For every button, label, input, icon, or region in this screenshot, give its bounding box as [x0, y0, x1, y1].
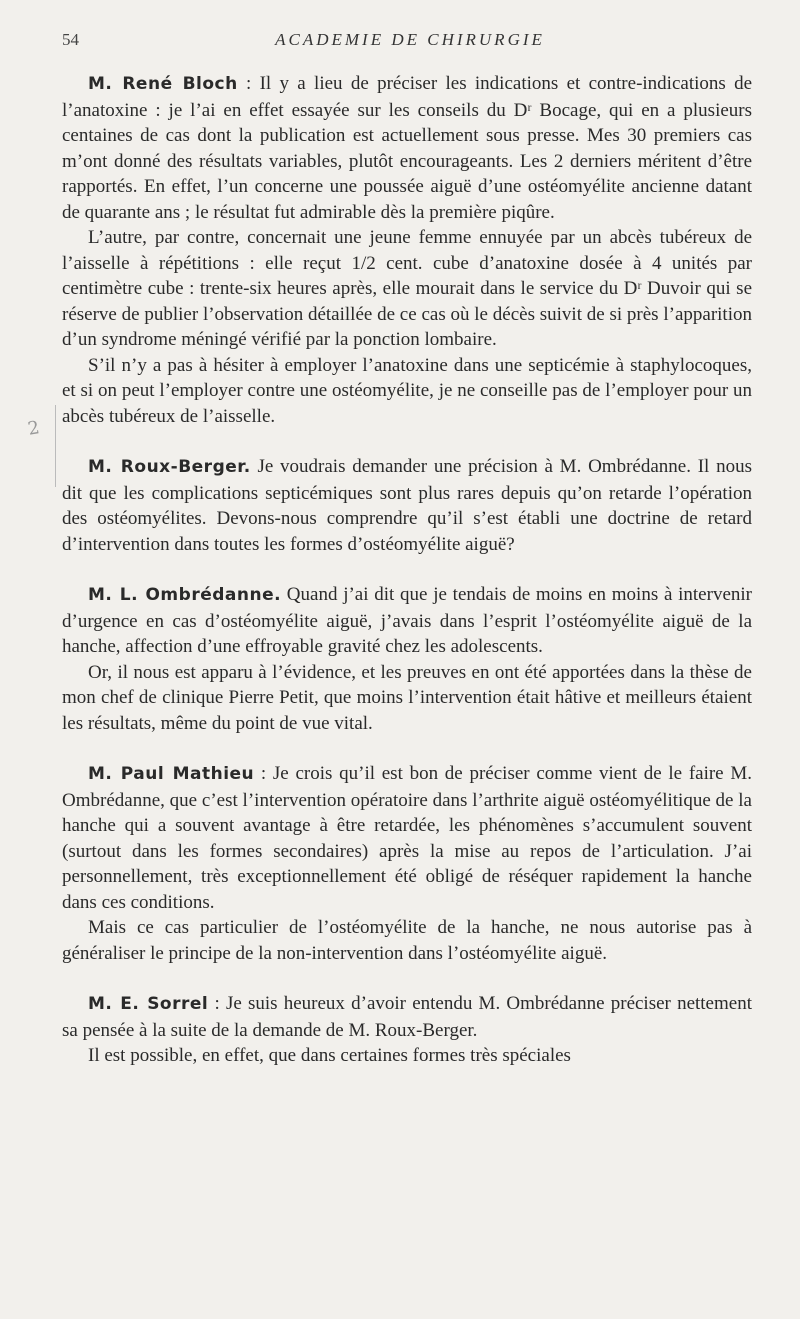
paragraph-sorrel: [62, 991, 752, 1043]
paragraph-text: Je voudrais demander une précision à M. Ombrédanne. Il nous dit que les complications septicémiques sont plus rares depuis qu’on retarde l’opération des ostéomyélites. Devons-nous comprendre qu’il s’est établi une doctrine de retard d’intervention dans toutes les formes d’ostéomyélite aiguë?: [62, 456, 752, 555]
paragraph: [62, 225, 752, 353]
paragraph-text: Quand j’ai dit que je tendais de moins en moins à intervenir d’urgence en cas d’ostéomyélite aiguë, j’avais dans l’esprit l’ostéomyélite aiguë de la hanche, affection d’une effroyable gravité chez les adolescents.: [62, 584, 752, 657]
paragraph-text: S’il n’y a pas à hésiter à employer l’anatoxine dans une septicémie à staphylocoques, et si on peut l’employer contre une ostéomyélite, je ne conseille pas de l’employer pour un abcès tubéreux de l’aisselle.: [62, 354, 752, 427]
paragraph-text: L’autre, par contre, concernait une jeune femme ennuyée par un abcès tubéreux de l’aisselle à répétitions : elle reçut 1/2 cent. cube d’anatoxine dosée à 4 unités par centimètre cube : trente-six heures après, elle mourait dans le service du Dʳ Duvoir qui se réserve de publier l’observation détaillée de ce cas où le décès suivit de si près l’apparition d’un syndrome méningé vérifié par la ponction lombaire.: [62, 227, 752, 350]
paragraph: [62, 915, 752, 966]
article-body: [62, 71, 752, 1069]
paragraph-text: Or, il nous est apparu à l’évidence, et les preuves en ont été apportées dans la thèse de mon chef de clinique Pierre Petit, que moins l’intervention était hâtive et meilleurs étaient les résultats, même du point de vue vital.: [62, 661, 752, 734]
running-title: ACADEMIE DE CHIRURGIE: [275, 30, 545, 49]
paragraph-mathieu: [62, 761, 752, 915]
speaker-name: M. Roux-Berger.: [88, 457, 251, 477]
paragraph: [62, 1043, 752, 1069]
margin-annotation: 2: [26, 417, 42, 440]
speaker-name: M. René Bloch: [88, 74, 238, 94]
paragraph: [62, 353, 752, 430]
paragraph-text: : Je crois qu’il est bon de préciser comme vient de le faire M. Ombrédanne, que c’est l’intervention opératoire dans l’arthrite aiguë ostéomyélitique de la hanche qui a souvent avantage à être retardée, les phénomènes s’accumulent souvent (surtout dans les formes secondaires) après la mise au repos de l’articulation. J’ai personnellement, très exceptionnellement été obligé de réséquer rapidement la hanche dans ces conditions.: [62, 763, 752, 913]
paragraph-text: : Il y a lieu de préciser les indications et contre-indications de l’anatoxine : je l’ai en effet essayée sur les conseils du Dʳ Bocage, qui en a plusieurs centaines de cas dont la publication est actuellement sous presse. Mes 30 premiers cas m’ont donné des résultats variables, plutôt encourageants. Les 2 derniers méritent d’être rapportés. En effet, l’un concerne une poussée aiguë d’une ostéomyélite ancienne datant de quarante ans ; le résultat fut admirable dès la première piqûre.: [62, 73, 753, 223]
page-header: [62, 30, 758, 56]
paragraph-ombredanne: [62, 582, 752, 660]
page-number: 54: [62, 30, 79, 49]
paragraph-text: Il est possible, en effet, que dans certaines formes très spéciales: [88, 1045, 571, 1066]
paragraph: [62, 660, 752, 737]
paragraph-bloch: [62, 71, 752, 225]
speaker-name: M. L. Ombrédanne.: [88, 585, 282, 605]
paragraph-text: Mais ce cas particulier de l’ostéomyélite de la hanche, ne nous autorise pas à généraliser le principe de la non-intervention dans l’ostéomyélite aiguë.: [62, 917, 752, 964]
speaker-name: M. Paul Mathieu: [88, 764, 255, 784]
paragraph-roux-berger: [62, 454, 752, 557]
paragraph-text: : Je suis heureux d’avoir entendu M. Ombrédanne préciser nettement sa pensée à la suite de la demande de M. Roux-Berger.: [62, 993, 752, 1041]
speaker-name: M. E. Sorrel: [88, 994, 209, 1014]
